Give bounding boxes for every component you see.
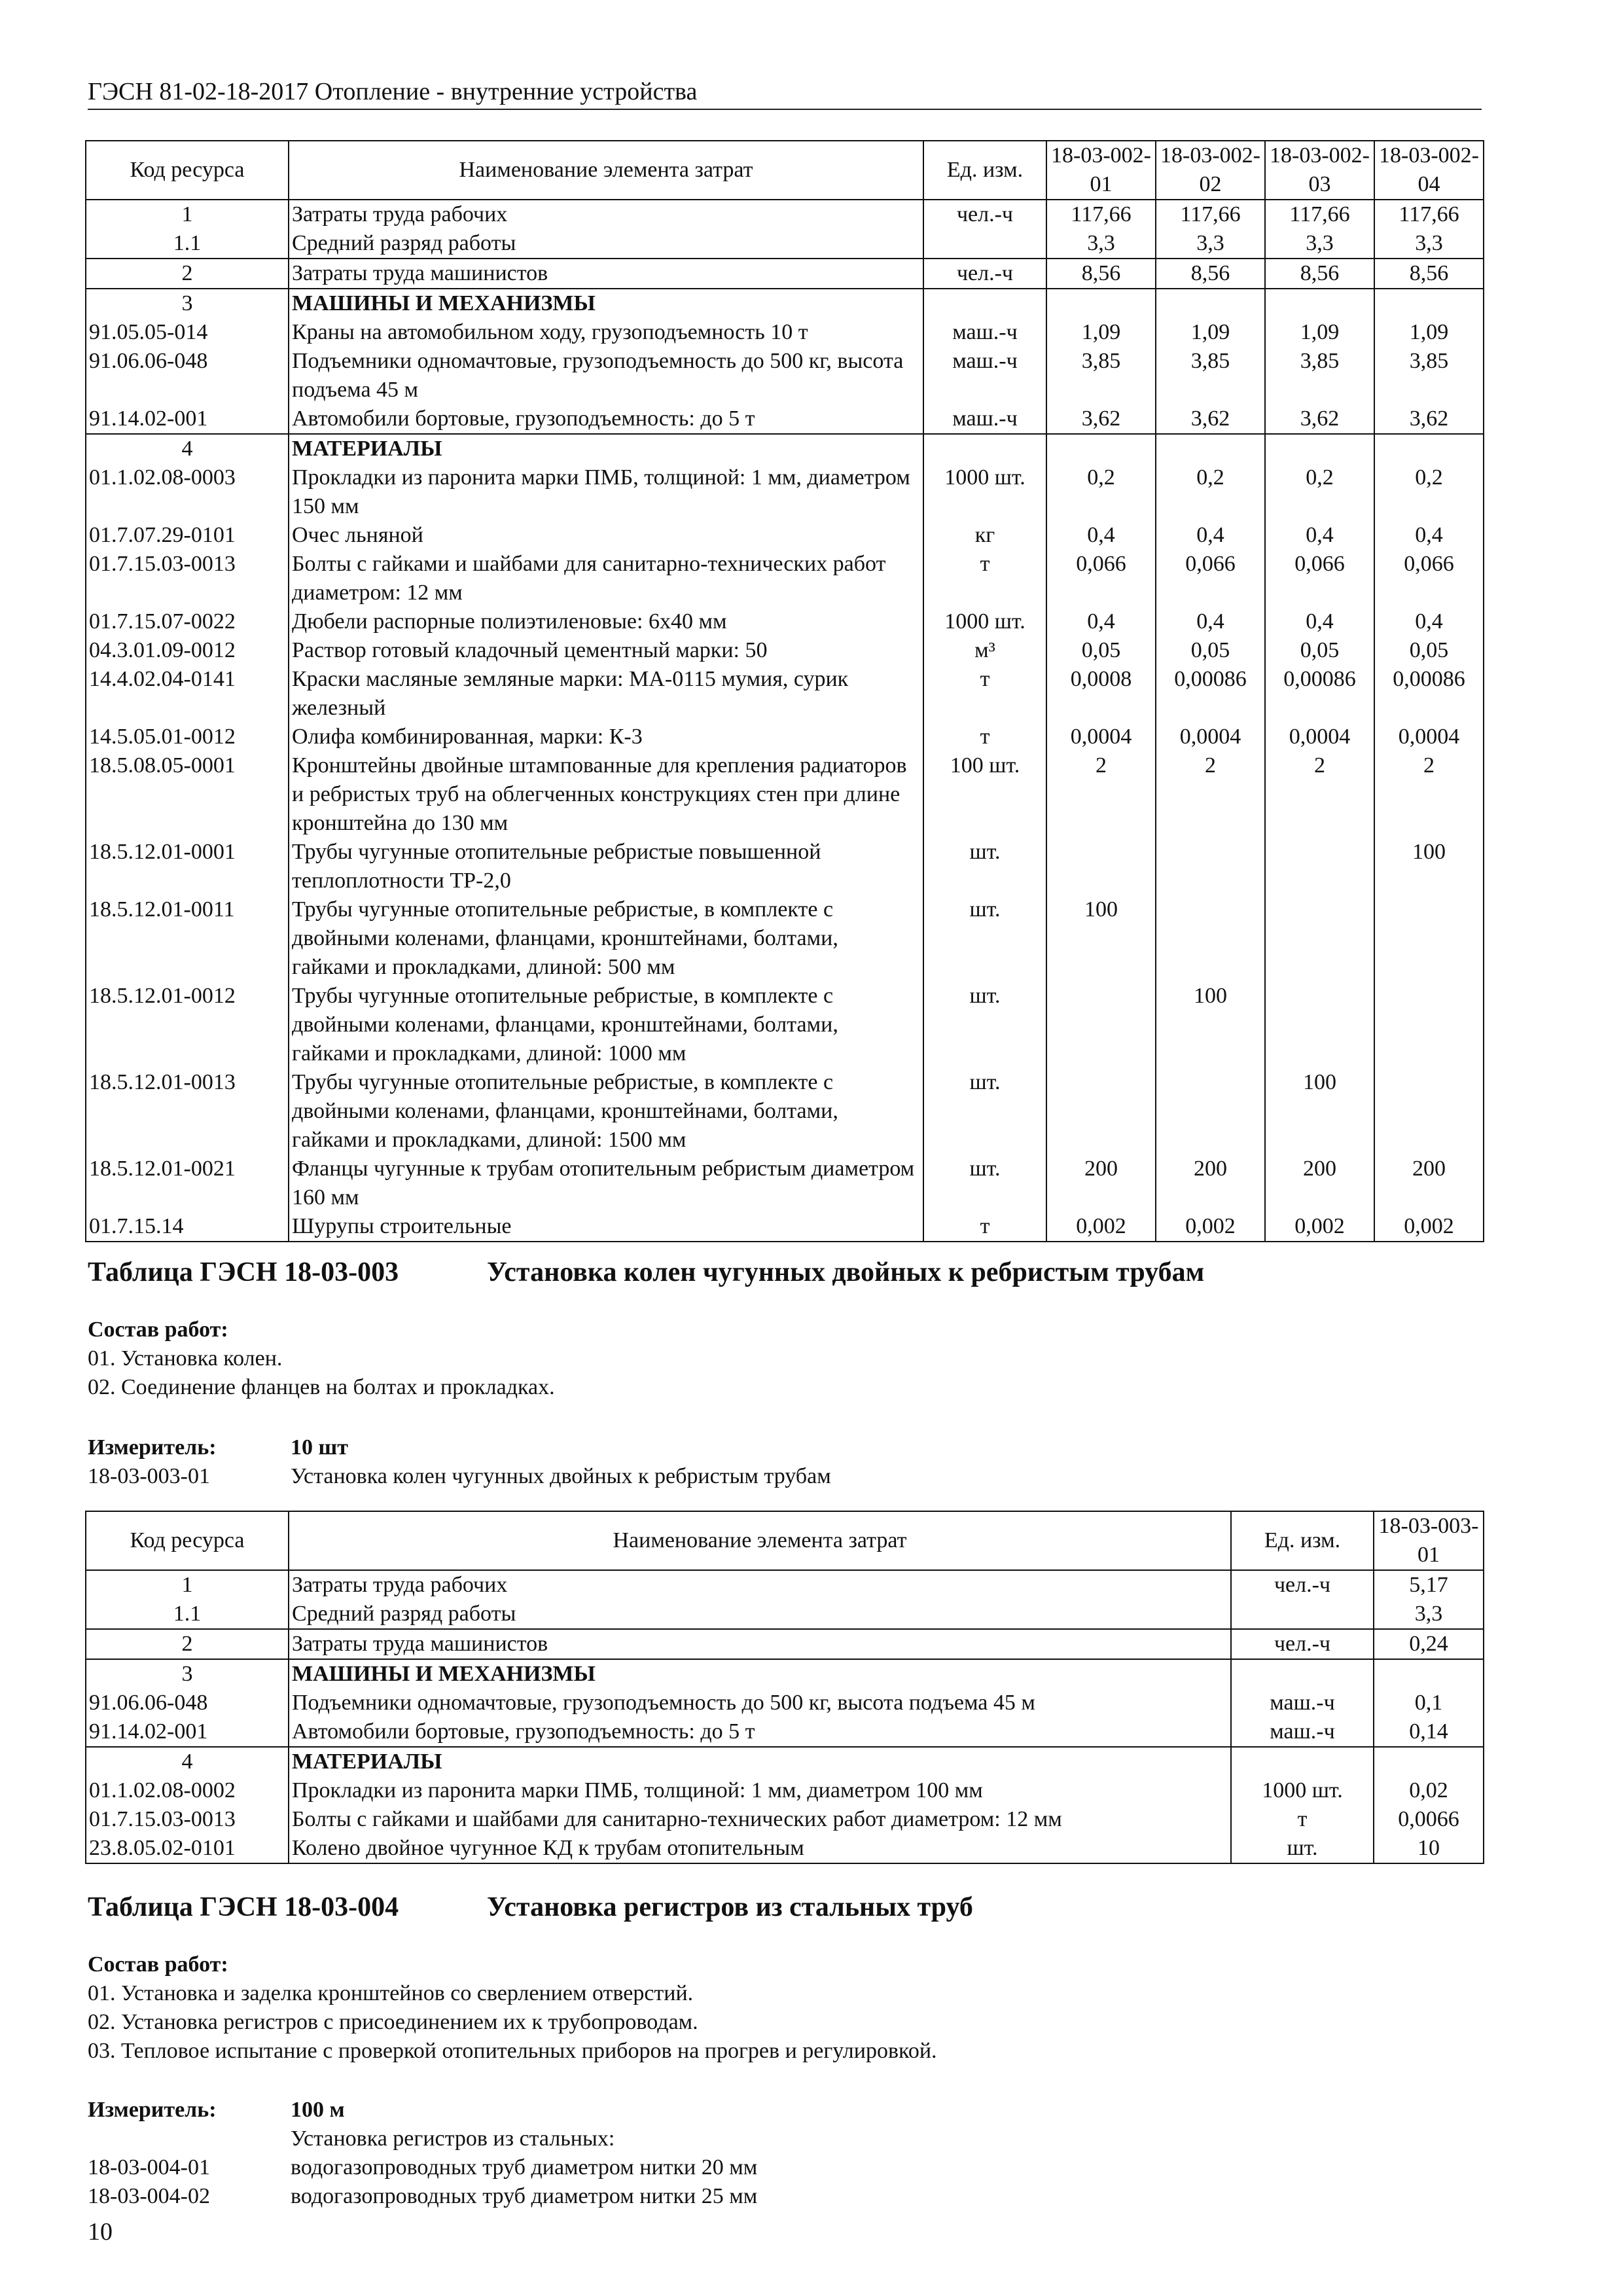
cell-unit — [1231, 1747, 1374, 1776]
cell-value: 1,09 — [1156, 318, 1265, 347]
cell-value: 0,0004 — [1046, 723, 1156, 751]
cell-unit: шт. — [923, 1155, 1046, 1212]
table-row — [86, 723, 1484, 751]
cell-code: 18.5.08.05-0001 — [86, 751, 289, 838]
cell-code: 2 — [86, 259, 289, 289]
cell-value: 117,66 — [1265, 200, 1374, 229]
cell-value: 3,85 — [1156, 347, 1265, 404]
cell-code: 91.14.02-001 — [86, 1717, 289, 1747]
resource-table-18-03-003 — [85, 1511, 1484, 1864]
item-code: 18-03-004-01 — [88, 2155, 210, 2179]
work-label: Состав работ: — [88, 1952, 228, 1977]
table-row — [86, 229, 1484, 259]
cell-value: 200 — [1046, 1155, 1156, 1212]
cell-name: МАШИНЫ И МЕХАНИЗМЫ — [289, 1659, 1231, 1689]
cell-name: Затраты труда рабочих — [289, 200, 923, 229]
table-row — [86, 1212, 1484, 1242]
item-text: водогазопроводных труб диаметром нитки 20 мм — [291, 2155, 758, 2179]
section-title-18-03-004 — [88, 1892, 973, 1923]
cell-name: Трубы чугунные отопительные ребристые повышенной теплоплотности ТР-2,0 — [289, 838, 923, 895]
cell-name: Средний разряд работы — [289, 1600, 1231, 1629]
cell-value: 0,14 — [1374, 1717, 1484, 1747]
cell-value: 117,66 — [1156, 200, 1265, 229]
cell-code: 18.5.12.01-0012 — [86, 982, 289, 1068]
meter-label: Измеритель: — [88, 1435, 217, 1460]
cell-name: Трубы чугунные отопительные ребристые, в комплекте с двойными коленами, фланцами, кронштейнами, болтами, гайками и прокладками, длиной: 500 мм — [289, 895, 923, 982]
meter-block-18-03-004 — [88, 2096, 1482, 2211]
table-row — [86, 1600, 1484, 1629]
cell-value — [1374, 289, 1484, 318]
cell-code: 14.5.05.01-0012 — [86, 723, 289, 751]
cell-value: 0,00086 — [1374, 665, 1484, 723]
col-header-variant: 18-03-002-02 — [1156, 141, 1265, 200]
cell-value — [1046, 434, 1156, 463]
cell-value: 200 — [1156, 1155, 1265, 1212]
cell-unit: кг — [923, 521, 1046, 550]
col-header-variant: 18-03-002-04 — [1374, 141, 1484, 200]
cell-value: 0,1 — [1374, 1689, 1484, 1717]
cell-value — [1046, 1068, 1156, 1155]
cell-value: 0,4 — [1265, 607, 1374, 636]
cell-code: 14.4.02.04-0141 — [86, 665, 289, 723]
cell-name: Колено двойное чугунное КД к трубам отопительным — [289, 1834, 1231, 1863]
cell-code: 4 — [86, 1747, 289, 1776]
cell-unit: маш.-ч — [923, 318, 1046, 347]
cell-unit — [1231, 1600, 1374, 1629]
cell-value: 200 — [1374, 1155, 1484, 1212]
cell-name: Фланцы чугунные к трубам отопительным ребристым диаметром 160 мм — [289, 1155, 923, 1212]
cell-name: Затраты труда рабочих — [289, 1570, 1231, 1600]
table-body — [86, 1570, 1484, 1863]
cell-value: 0,066 — [1374, 550, 1484, 607]
cell-value: 8,56 — [1265, 259, 1374, 289]
cell-unit: шт. — [923, 838, 1046, 895]
cell-value: 0,0008 — [1046, 665, 1156, 723]
col-header-unit: Ед. изм. — [1231, 1511, 1374, 1570]
cell-value — [1374, 895, 1484, 982]
cell-name: Болты с гайками и шайбами для санитарно-технических работ диаметром: 12 мм — [289, 550, 923, 607]
cell-code: 18.5.12.01-0011 — [86, 895, 289, 982]
cell-code: 91.06.06-048 — [86, 347, 289, 404]
cell-unit: м³ — [923, 636, 1046, 665]
cell-value — [1156, 1068, 1265, 1155]
cell-code: 01.1.02.08-0002 — [86, 1776, 289, 1805]
cell-unit: шт. — [1231, 1834, 1374, 1863]
cell-value: 3,3 — [1265, 229, 1374, 259]
cell-value: 0,0004 — [1374, 723, 1484, 751]
cell-unit: т — [923, 1212, 1046, 1242]
cell-code: 3 — [86, 289, 289, 318]
cell-value — [1265, 982, 1374, 1068]
cell-code: 4 — [86, 434, 289, 463]
item-text: водогазопроводных труб диаметром нитки 25 мм — [291, 2184, 758, 2208]
cell-value: 0,4 — [1374, 521, 1484, 550]
cell-value: 2 — [1374, 751, 1484, 838]
table-row — [86, 1834, 1484, 1863]
subhead: Установка регистров из стальных: — [291, 2126, 615, 2151]
work-item: 03. Тепловое испытание с проверкой отопительных приборов на прогрев и регулировкой. — [88, 2039, 937, 2063]
cell-value: 0,00086 — [1265, 665, 1374, 723]
cell-name: Краны на автомобильном ходу, грузоподъемность 10 т — [289, 318, 923, 347]
table-row — [86, 434, 1484, 463]
cell-unit: чел.-ч — [923, 200, 1046, 229]
cell-code: 18.5.12.01-0021 — [86, 1155, 289, 1212]
cell-value: 0,4 — [1156, 607, 1265, 636]
cell-value: 3,85 — [1265, 347, 1374, 404]
cell-value: 100 — [1156, 982, 1265, 1068]
cell-code: 04.3.01.09-0012 — [86, 636, 289, 665]
cell-value — [1265, 895, 1374, 982]
cell-name: Автомобили бортовые, грузоподъемность: до 5 т — [289, 1717, 1231, 1747]
table-row — [86, 751, 1484, 838]
cell-value: 3,62 — [1046, 404, 1156, 434]
cell-name: Кронштейны двойные штампованные для крепления радиаторов и ребристых труб на облегченных конструкциях стен при длине кронштейна до 130 мм — [289, 751, 923, 838]
cell-code: 91.06.06-048 — [86, 1689, 289, 1717]
cell-value: 10 — [1374, 1834, 1484, 1863]
cell-value: 0,05 — [1156, 636, 1265, 665]
table-row — [86, 838, 1484, 895]
cell-value: 8,56 — [1156, 259, 1265, 289]
cell-value: 2 — [1046, 751, 1156, 838]
work-label: Состав работ: — [88, 1318, 228, 1342]
table-row — [86, 1805, 1484, 1834]
meter-label: Измеритель: — [88, 2098, 217, 2122]
cell-code: 18.5.12.01-0013 — [86, 1068, 289, 1155]
cell-value: 0,05 — [1046, 636, 1156, 665]
table-row — [86, 665, 1484, 723]
cell-value — [1046, 838, 1156, 895]
cell-code: 18.5.12.01-0001 — [86, 838, 289, 895]
cell-unit — [1231, 1659, 1374, 1689]
cell-code: 1.1 — [86, 229, 289, 259]
cell-name: Трубы чугунные отопительные ребристые, в комплекте с двойными коленами, фланцами, кронштейнами, болтами, гайками и прокладками, длиной: 1000 мм — [289, 982, 923, 1068]
cell-unit: маш.-ч — [1231, 1689, 1374, 1717]
cell-value: 0,4 — [1156, 521, 1265, 550]
cell-value: 0,02 — [1374, 1776, 1484, 1805]
meter-value: 100 м — [291, 2098, 345, 2122]
cell-value: 0,0004 — [1265, 723, 1374, 751]
page-header: ГЭСН 81-02-18-2017 Отопление - внутренние устройства — [88, 77, 1482, 110]
cell-value: 0,066 — [1156, 550, 1265, 607]
cell-value: 0,05 — [1265, 636, 1374, 665]
cell-unit: 1000 шт. — [923, 607, 1046, 636]
cell-value — [1374, 1747, 1484, 1776]
table-title: Установка колен чугунных двойных к ребристым трубам — [487, 1257, 1205, 1287]
item-text: Установка колен чугунных двойных к ребристым трубам — [291, 1464, 831, 1488]
col-header-name: Наименование элемента затрат — [289, 1511, 1231, 1570]
table-row — [86, 607, 1484, 636]
col-header-code: Код ресурса — [86, 1511, 289, 1570]
work-composition-18-03-003 — [88, 1316, 1482, 1402]
cell-unit: чел.-ч — [1231, 1570, 1374, 1600]
table-row — [86, 636, 1484, 665]
item-code: 18-03-003-01 — [88, 1464, 210, 1488]
cell-unit: 1000 шт. — [923, 463, 1046, 521]
cell-value: 3,3 — [1374, 229, 1484, 259]
cell-value: 3,62 — [1156, 404, 1265, 434]
cell-value: 2 — [1156, 751, 1265, 838]
cell-value: 0,2 — [1265, 463, 1374, 521]
cell-value — [1156, 895, 1265, 982]
cell-name: МАТЕРИАЛЫ — [289, 434, 923, 463]
cell-value — [1156, 434, 1265, 463]
cell-value: 3,62 — [1265, 404, 1374, 434]
cell-unit — [923, 289, 1046, 318]
cell-code: 01.7.15.07-0022 — [86, 607, 289, 636]
cell-value: 3,62 — [1374, 404, 1484, 434]
cell-name: Болты с гайками и шайбами для санитарно-технических работ диаметром: 12 мм — [289, 1805, 1231, 1834]
cell-code: 01.1.02.08-0003 — [86, 463, 289, 521]
cell-value: 0,4 — [1046, 607, 1156, 636]
cell-value: 0,05 — [1374, 636, 1484, 665]
cell-name: Подъемники одномачтовые, грузоподъемность до 500 кг, высота подъема 45 м — [289, 1689, 1231, 1717]
cell-value: 8,56 — [1374, 259, 1484, 289]
table-body — [86, 200, 1484, 1242]
cell-value — [1265, 838, 1374, 895]
cell-code: 01.7.15.03-0013 — [86, 550, 289, 607]
cell-value: 0,066 — [1265, 550, 1374, 607]
table-row — [86, 289, 1484, 318]
cell-value: 3,3 — [1374, 1600, 1484, 1629]
cell-value — [1156, 838, 1265, 895]
page-number: 10 — [88, 2218, 113, 2246]
cell-name: Затраты труда машинистов — [289, 1629, 1231, 1659]
cell-name: Прокладки из паронита марки ПМБ, толщиной: 1 мм, диаметром 100 мм — [289, 1776, 1231, 1805]
table-row — [86, 521, 1484, 550]
cell-name: МАТЕРИАЛЫ — [289, 1747, 1231, 1776]
cell-unit: маш.-ч — [923, 347, 1046, 404]
col-header-variant: 18-03-002-01 — [1046, 141, 1156, 200]
cell-code: 23.8.05.02-0101 — [86, 1834, 289, 1863]
cell-code: 1.1 — [86, 1600, 289, 1629]
cell-unit: маш.-ч — [923, 404, 1046, 434]
cell-value: 0,4 — [1046, 521, 1156, 550]
col-header-code: Код ресурса — [86, 141, 289, 200]
cell-code: 3 — [86, 1659, 289, 1689]
cell-value: 2 — [1265, 751, 1374, 838]
table-row — [86, 550, 1484, 607]
cell-name: Краски масляные земляные марки: МА-0115 мумия, сурик железный — [289, 665, 923, 723]
table-row — [86, 347, 1484, 404]
cell-value — [1374, 1659, 1484, 1689]
col-header-variant: 18-03-002-03 — [1265, 141, 1374, 200]
cell-name: Раствор готовый кладочный цементный марки: 50 — [289, 636, 923, 665]
cell-name: Олифа комбинированная, марки: К-3 — [289, 723, 923, 751]
table-row — [86, 895, 1484, 982]
cell-value: 0,24 — [1374, 1629, 1484, 1659]
cell-value: 0,002 — [1374, 1212, 1484, 1242]
cell-value — [1156, 289, 1265, 318]
cell-code: 1 — [86, 200, 289, 229]
meter-value: 10 шт — [291, 1435, 348, 1460]
cell-value: 100 — [1265, 1068, 1374, 1155]
col-header-name: Наименование элемента затрат — [289, 141, 923, 200]
cell-value: 1,09 — [1046, 318, 1156, 347]
table-row — [86, 1717, 1484, 1747]
cell-name: Прокладки из паронита марки ПМБ, толщиной: 1 мм, диаметром 150 мм — [289, 463, 923, 521]
work-composition-18-03-004 — [88, 1950, 1482, 2066]
work-item: 01. Установка колен. — [88, 1346, 283, 1371]
cell-unit: 100 шт. — [923, 751, 1046, 838]
table-row — [86, 1068, 1484, 1155]
cell-unit: маш.-ч — [1231, 1717, 1374, 1747]
meter-block-18-03-003 — [88, 1433, 1482, 1491]
work-item: 02. Установка регистров с присоединением их к трубопроводам. — [88, 2010, 698, 2034]
cell-code: 01.7.15.14 — [86, 1212, 289, 1242]
cell-value: 100 — [1374, 838, 1484, 895]
cell-value — [1374, 434, 1484, 463]
cell-code: 91.05.05-014 — [86, 318, 289, 347]
cell-code: 01.7.07.29-0101 — [86, 521, 289, 550]
cell-value: 0,066 — [1046, 550, 1156, 607]
cell-name: Шурупы строительные — [289, 1212, 923, 1242]
cell-value — [1374, 982, 1484, 1068]
cell-value: 0,00086 — [1156, 665, 1265, 723]
cell-code: 91.14.02-001 — [86, 404, 289, 434]
cell-value: 1,09 — [1374, 318, 1484, 347]
cell-name: Автомобили бортовые, грузоподъемность: до 5 т — [289, 404, 923, 434]
cell-name: Дюбели распорные полиэтиленовые: 6х40 мм — [289, 607, 923, 636]
col-header-unit: Ед. изм. — [923, 141, 1046, 200]
cell-unit — [923, 229, 1046, 259]
col-header-variant: 18-03-003-01 — [1374, 1511, 1484, 1570]
cell-value — [1046, 289, 1156, 318]
table-number: Таблица ГЭСН 18-03-003 — [88, 1257, 399, 1287]
cell-unit: т — [923, 665, 1046, 723]
cell-unit: чел.-ч — [923, 259, 1046, 289]
table-title: Установка регистров из стальных труб — [487, 1892, 973, 1922]
cell-value: 0,002 — [1265, 1212, 1374, 1242]
table-row — [86, 1747, 1484, 1776]
table-row — [86, 318, 1484, 347]
cell-name: Подъемники одномачтовые, грузоподъемность до 500 кг, высота подъема 45 м — [289, 347, 923, 404]
cell-value: 0,2 — [1046, 463, 1156, 521]
cell-unit: т — [923, 723, 1046, 751]
cell-unit: шт. — [923, 895, 1046, 982]
cell-name: Очес льняной — [289, 521, 923, 550]
cell-name: Средний разряд работы — [289, 229, 923, 259]
item-code: 18-03-004-02 — [88, 2184, 210, 2208]
cell-value: 117,66 — [1374, 200, 1484, 229]
cell-value: 3,3 — [1046, 229, 1156, 259]
cell-name: МАШИНЫ И МЕХАНИЗМЫ — [289, 289, 923, 318]
cell-unit — [923, 434, 1046, 463]
table-row — [86, 1629, 1484, 1659]
cell-value: 5,17 — [1374, 1570, 1484, 1600]
cell-value: 1,09 — [1265, 318, 1374, 347]
cell-value: 0,4 — [1374, 607, 1484, 636]
table-row — [86, 404, 1484, 434]
cell-value — [1374, 1068, 1484, 1155]
cell-value: 117,66 — [1046, 200, 1156, 229]
cell-value: 0,2 — [1374, 463, 1484, 521]
cell-unit: шт. — [923, 1068, 1046, 1155]
cell-unit: шт. — [923, 982, 1046, 1068]
table-row — [86, 1155, 1484, 1212]
cell-unit: чел.-ч — [1231, 1629, 1374, 1659]
cell-value — [1265, 434, 1374, 463]
work-item: 02. Соединение фланцев на болтах и прокладках. — [88, 1375, 555, 1399]
cell-unit: т — [1231, 1805, 1374, 1834]
table-row — [86, 982, 1484, 1068]
cell-value: 0,0004 — [1156, 723, 1265, 751]
work-item: 01. Установка и заделка кронштейнов со сверлением отверстий. — [88, 1981, 694, 2005]
table-row — [86, 200, 1484, 229]
cell-code: 2 — [86, 1629, 289, 1659]
table-number: Таблица ГЭСН 18-03-004 — [88, 1892, 399, 1922]
cell-unit: 1000 шт. — [1231, 1776, 1374, 1805]
table-row — [86, 1659, 1484, 1689]
table-row — [86, 1570, 1484, 1600]
cell-name: Трубы чугунные отопительные ребристые, в комплекте с двойными коленами, фланцами, кронштейнами, болтами, гайками и прокладками, длиной: 1500 мм — [289, 1068, 923, 1155]
cell-value: 3,3 — [1156, 229, 1265, 259]
table-row — [86, 259, 1484, 289]
cell-value: 0,2 — [1156, 463, 1265, 521]
cell-value: 3,85 — [1046, 347, 1156, 404]
table-row — [86, 1776, 1484, 1805]
section-title-18-03-003 — [88, 1257, 1204, 1288]
cell-value — [1265, 289, 1374, 318]
cell-value: 0,4 — [1265, 521, 1374, 550]
resource-table-18-03-002 — [85, 140, 1484, 1242]
cell-value: 200 — [1265, 1155, 1374, 1212]
cell-value: 0,002 — [1046, 1212, 1156, 1242]
table-row — [86, 463, 1484, 521]
cell-value: 8,56 — [1046, 259, 1156, 289]
cell-code: 01.7.15.03-0013 — [86, 1805, 289, 1834]
cell-code: 1 — [86, 1570, 289, 1600]
cell-value — [1046, 982, 1156, 1068]
cell-unit: т — [923, 550, 1046, 607]
cell-value: 0,002 — [1156, 1212, 1265, 1242]
cell-value: 100 — [1046, 895, 1156, 982]
cell-value: 0,0066 — [1374, 1805, 1484, 1834]
cell-value: 3,85 — [1374, 347, 1484, 404]
cell-name: Затраты труда машинистов — [289, 259, 923, 289]
table-row — [86, 1689, 1484, 1717]
